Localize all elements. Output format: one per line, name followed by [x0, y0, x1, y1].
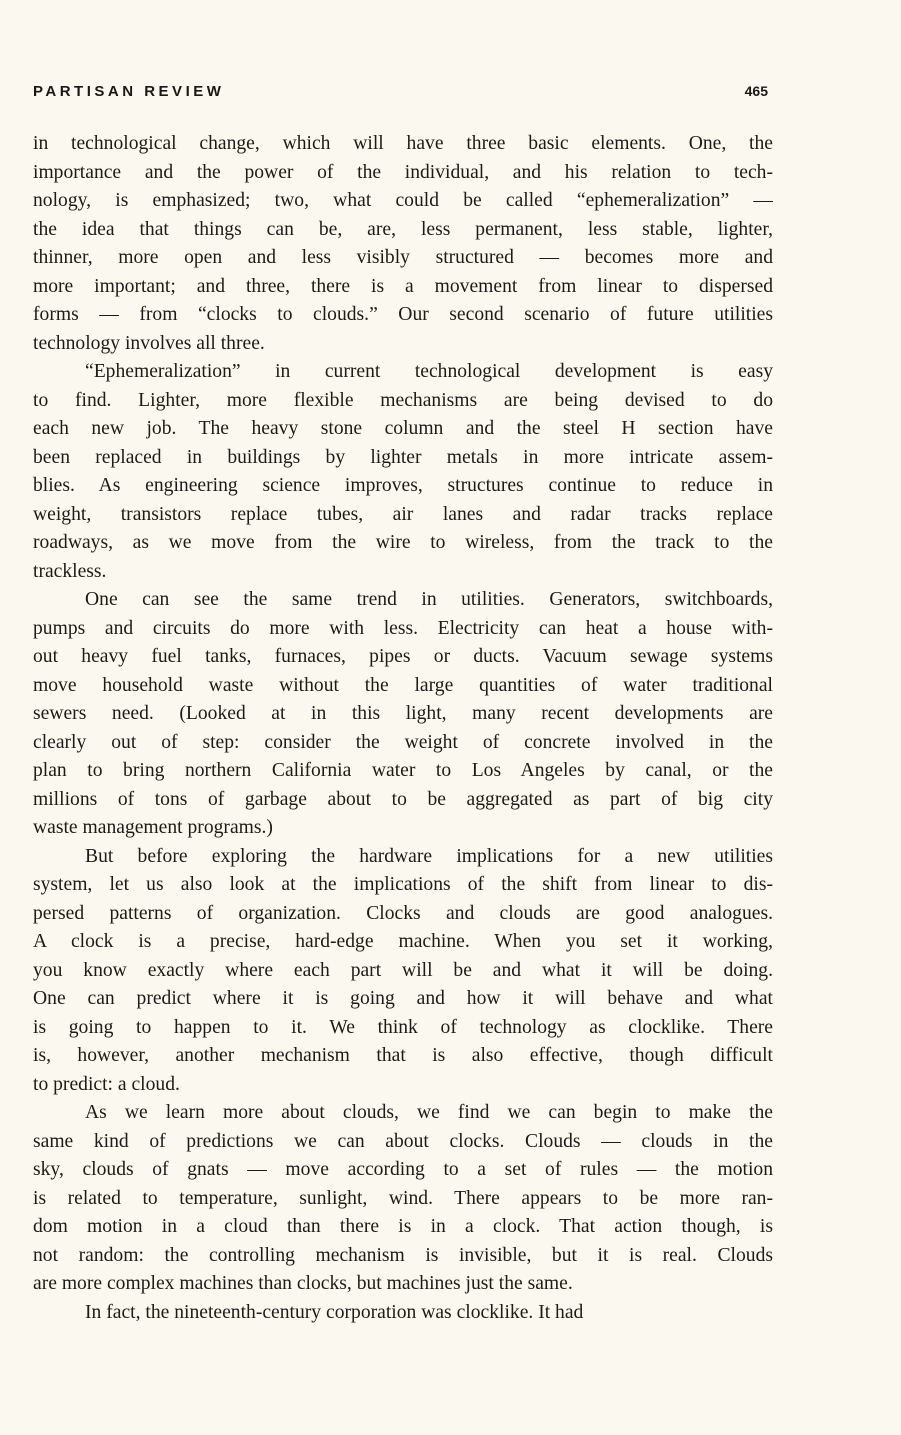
paragraph [33, 358, 773, 586]
paragraph [33, 130, 773, 358]
text-line: in technological change, which will have three basic elements. One, the [33, 133, 773, 154]
paragraph [33, 586, 773, 843]
text-line: blies. As engineering science improves, structures continue to reduce in [33, 475, 773, 496]
running-head: PARTISAN REVIEW [33, 83, 225, 100]
text-line: each new job. The heavy stone column and the steel H section have [33, 418, 773, 439]
text-line: nology, is emphasized; two, what could be called “ephemeralization” — [33, 190, 773, 211]
text-line: plan to bring northern California water to Los Angeles by canal, or the [33, 760, 773, 781]
text-line: technology involves all three. [33, 332, 265, 354]
text-line: is, however, another mechanism that is also effective, though difficult [33, 1045, 773, 1066]
text-line: is going to happen to it. We think of technology as clocklike. There [33, 1016, 773, 1038]
text-line: roadways, as we move from the wire to wireless, from the track to the [33, 532, 773, 553]
text-line: sewers need. (Looked at in this light, many recent developments are [33, 703, 773, 724]
paragraph [33, 1099, 773, 1299]
text-line: is related to temperature, sunlight, wind. There appears to be more ran- [33, 1187, 773, 1209]
text-line: waste management programs.) [33, 817, 273, 838]
text-line: forms — from “clocks to clouds.” Our second scenario of future utilities [33, 304, 773, 325]
text-line: sky, clouds of gnats — move according to a set of rules — the motion [33, 1159, 773, 1180]
text-line: A clock is a precise, hard-edge machine. When you set it working, [33, 931, 773, 952]
text-line: move household waste without the large quantities of water traditional [33, 674, 773, 696]
text-line: “Ephemeralization” in current technological development is easy [85, 361, 773, 382]
text-line: As we learn more about clouds, we find we can begin to make the [85, 1102, 773, 1123]
page-number: 465 [744, 83, 768, 99]
text-line: trackless. [33, 560, 107, 582]
text-line: weight, transistors replace tubes, air lanes and radar tracks replace [33, 503, 773, 525]
text-line: out heavy fuel tanks, furnaces, pipes or ducts. Vacuum sewage systems [33, 646, 773, 667]
text-line: importance and the power of the individual, and his relation to tech- [33, 161, 773, 183]
page-header [33, 83, 768, 107]
text-line: millions of tons of garbage about to be aggregated as part of big city [33, 788, 773, 810]
text-line: more important; and three, there is a movement from linear to dispersed [33, 275, 773, 297]
body-text [33, 130, 773, 1327]
text-line: same kind of predictions we can about clocks. Clouds — clouds in the [33, 1130, 773, 1152]
text-line: clearly out of step: consider the weight of concrete involved in the [33, 731, 773, 753]
text-line: system, let us also look at the implications of the shift from linear to dis- [33, 874, 773, 895]
paragraph [33, 843, 773, 1100]
text-line: In fact, the nineteenth-century corporation was clocklike. It had [85, 1301, 584, 1323]
text-line: thinner, more open and less visibly structured — becomes more and [33, 247, 773, 268]
text-line: dom motion in a cloud than there is in a clock. That action though, is [33, 1216, 773, 1237]
text-line: One can predict where it is going and how it will behave and what [33, 988, 773, 1009]
text-line: to find. Lighter, more flexible mechanisms are being devised to do [33, 389, 773, 411]
text-line: pumps and circuits do more with less. Electricity can heat a house with- [33, 617, 773, 639]
text-line: persed patterns of organization. Clocks and clouds are good analogues. [33, 902, 773, 924]
text-line: you know exactly where each part will be and what it will be doing. [33, 959, 773, 981]
text-line: to predict: a cloud. [33, 1073, 180, 1095]
text-line: One can see the same trend in utilities. Generators, switchboards, [85, 589, 773, 610]
text-line: are more complex machines than clocks, but machines just the same. [33, 1273, 573, 1294]
text-line: the idea that things can be, are, less permanent, less stable, lighter, [33, 218, 773, 240]
text-line: But before exploring the hardware implications for a new utilities [85, 845, 773, 867]
text-line: not random: the controlling mechanism is invisible, but it is real. Clouds [33, 1244, 773, 1266]
paragraph [33, 1299, 773, 1328]
text-line: been replaced in buildings by lighter metals in more intricate assem- [33, 446, 773, 468]
